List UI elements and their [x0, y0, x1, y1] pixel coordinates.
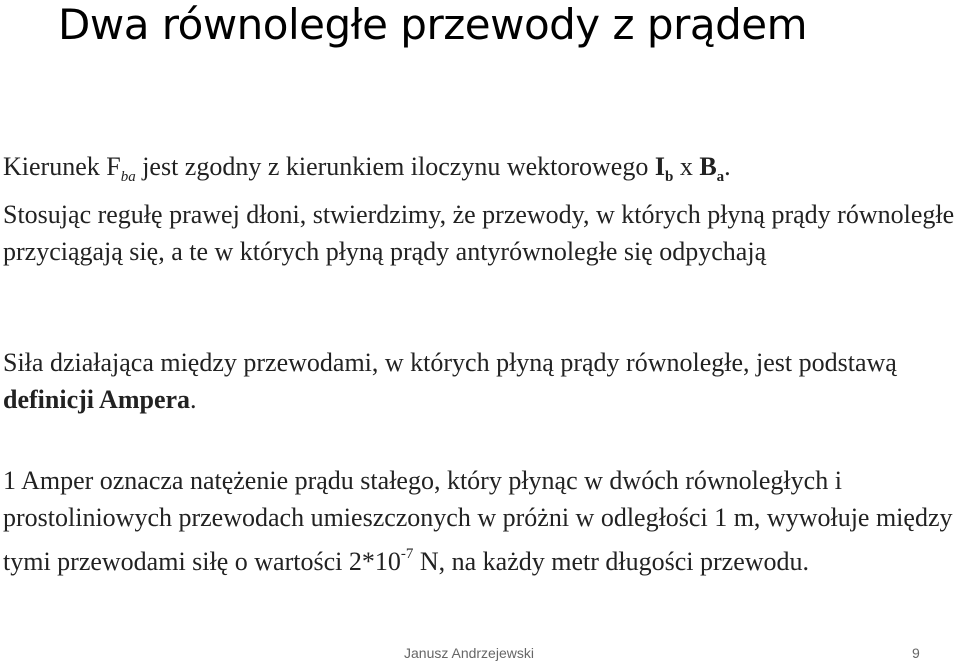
paragraph-ampere-definition [3, 462, 957, 580]
paragraph-ampere-basis [3, 344, 957, 418]
p2-text-end: . [190, 385, 197, 414]
p1-text-a: Kierunek F [3, 152, 121, 181]
footer-author: Janusz Andrzejewski [404, 645, 534, 661]
p3-text-a: 1 Amper oznacza natężenie prądu stałego, który płynąc w dwóch równoległych i prostoliniowych przewodach umieszczonych w próżni w odległości 1 m, wywołuje między tymi przewodami siłę o wartości 2*10 [3, 466, 953, 576]
p1-text-x: x [673, 152, 700, 181]
p1-vector-ib: I [654, 152, 665, 181]
p1-subscript-a: a [716, 169, 725, 185]
p1-text-b: jest zgodny z kierunkiem iloczynu wektorowego [135, 152, 655, 181]
p3-superscript-exponent: -7 [400, 546, 414, 562]
p3-text-b: N, na każdy metr długości przewodu. [413, 547, 810, 576]
paragraph-force-direction [3, 148, 957, 270]
p1-vector-ba: B [699, 152, 717, 181]
p2-bold-definition: definicji Ampera [3, 385, 191, 414]
p1-subscript-ba: ba [120, 169, 136, 185]
p1-text-dot: . [724, 152, 731, 181]
slide-title: Dwa równoległe przewody z prądem [58, 0, 807, 49]
footer-page-number: 9 [912, 645, 920, 661]
p2-text-a: Siła działająca między przewodami, w których płyną prądy równoległe, jest podstawą [3, 348, 897, 377]
p1-subscript-b: b [664, 169, 674, 185]
p1-text-rest: Stosując regułę prawej dłoni, stwierdzimy, że przewody, w których płyną prądy równoległe przyciągają się, a te w których płyną prądy antyrównoległe się odpychają [3, 200, 955, 266]
